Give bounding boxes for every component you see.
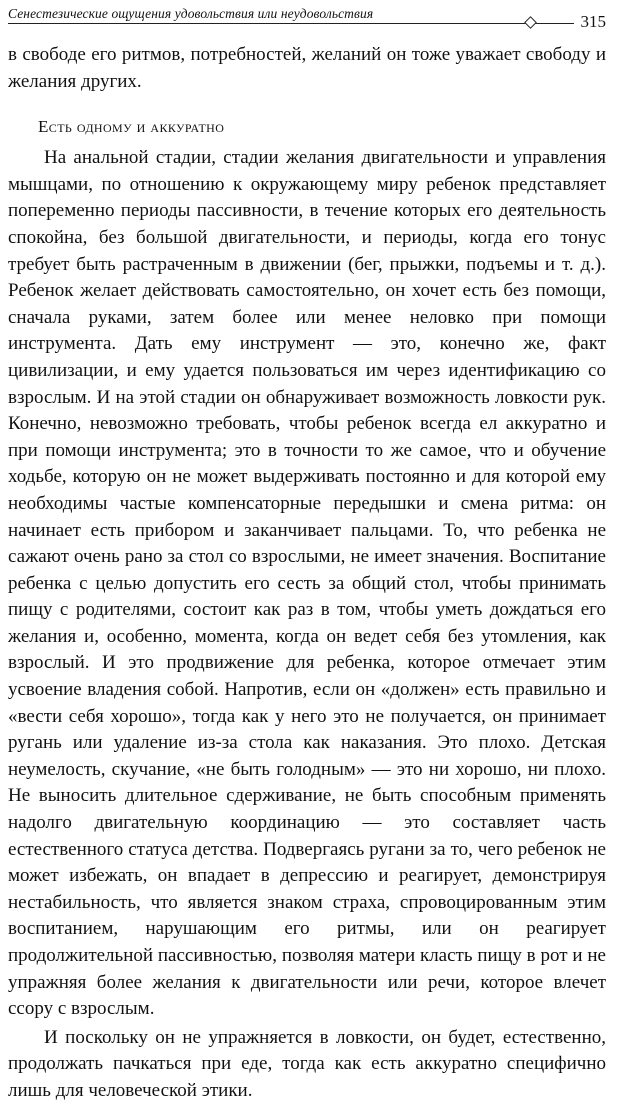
running-title: Сенестезические ощущения удовольствия или неудовольствия	[8, 6, 374, 21]
page-number: 315	[580, 12, 606, 31]
continuation-paragraph: в свободе его ритмов, потребностей, желаний он тоже уважает свободу и желания других.	[8, 44, 606, 92]
section-heading: Есть одному и аккуратно	[38, 117, 225, 137]
text-block	[8, 42, 606, 1105]
body-paragraph: На анальной стадии, стадии желания двигательности и управления мышцами, по отношению к окружающему миру ребенок представляет попеременно периоды пассивности, в течение которых его деятельность спокойна, без большой двигательности, и периоды, когда его тонус требует быть растраченным в движении (бег, прыжки, подъемы и т. д.). Ребенок желает действовать самостоятельно, он хочет есть без помощи, сначала руками, затем более или менее неловко при помощи инструмента. Дать ему инструмент — это, конечно же, факт цивилизации, и ему удается пользоваться им через идентификацию со взрослым. И на этой стадии он обнаруживает возможность ловкости рук. Конечно, невозможно требовать, чтобы ребенок всегда ел аккуратно и при помощи инструмента; это в точности то же самое, что и обучение ходьбе, которую он не может выдерживать постоянно и для которой ему необходимы частые компенсаторные передышки и смена ритма: он начинает есть прибором и заканчивает пальцами. То, что ребенка не сажают очень рано за стол со взрослыми, не имеет значения. Воспитание ребенка с целью допустить его сесть за общий стол, чтобы принимать пищу с родителями, состоит как раз в том, чтобы уметь дождаться его желания и, особенно, момента, когда он ведет себя без утомления, как взрослый. И это продвижение для ребенка, которое отмечает этим усвоение владения собой. Напротив, если он «должен» есть правильно и «вести себя хорошо», тогда как у него это не получается, он принимает ругань или удаление из-за стола как наказания. Это плохо. Детская неумелость, скучание, «не быть голодным» — это ни хорошо, ни плохо. Не выносить длительное сдерживание, не быть способным применять надолго двигательную координацию — это составляет часть естественного статуса детства. Подвергаясь ругани за то, чего ребенок не может избежать, он впадает в депрессию и реагирует, демонстрируя нестабильность, что является знаком страха, спровоцированным этим воспитанием, нарушающим его ритмы, или он реагирует продолжительной пассивностью, позволяя матери класть пищу в рот и не упражняя более желания к двигательности или речи, которое влечет ссору с взрослым.	[8, 147, 606, 1020]
header-rule	[8, 23, 574, 24]
running-head	[8, 4, 606, 34]
diamond-ornament-icon	[524, 16, 537, 29]
body-paragraph: И поскольку он не упражняется в ловкости, он будет, естественно, продолжать пачкаться при еде, тогда как есть аккуратно специфично лишь для человеческой этики.	[8, 1026, 606, 1101]
